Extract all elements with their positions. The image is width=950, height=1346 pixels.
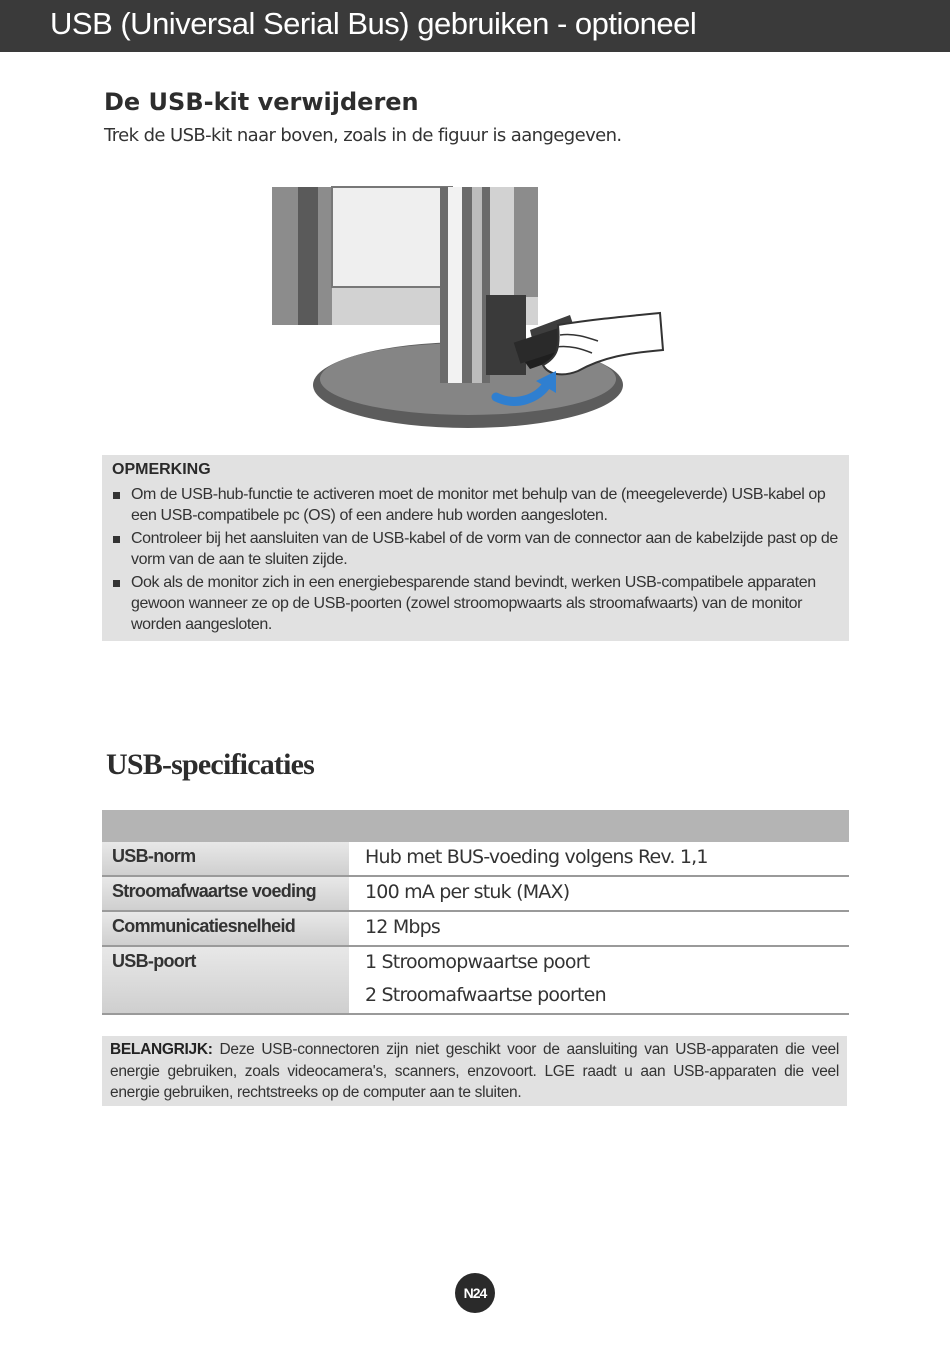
spec-values — [349, 842, 849, 875]
square-bullet-icon — [113, 492, 120, 499]
note-title: OPMERKING — [112, 461, 211, 478]
spec-label: USB-norm — [102, 842, 349, 875]
spec-row — [102, 842, 849, 877]
spec-label: USB-poort — [102, 947, 349, 1013]
spec-table-header — [102, 810, 849, 842]
note-item-text: Ook als de monitor zich in een energiebesparende stand bevindt, werken USB-compatibele apparaten gewoon wanneer ze op de USB-poorten (zowel stroomopwaarts als stroomafwaarts) van de monitor worden aangesloten. — [131, 574, 816, 633]
spec-value: 12 Mbps — [365, 916, 441, 938]
section-title-remove-usb-kit: De USB-kit verwijderen — [104, 88, 419, 116]
spec-label: Communicatiesnelheid — [102, 912, 349, 945]
spec-values — [349, 947, 849, 1013]
note-item — [112, 484, 849, 526]
spec-value: 1 Stroomopwaartse poort — [365, 951, 590, 973]
note-item — [112, 528, 849, 570]
remove-instruction: Trek de USB-kit naar boven, zoals in de figuur is aangegeven. — [104, 125, 622, 146]
spec-row — [102, 947, 849, 1015]
note-list — [112, 484, 849, 637]
important-label: BELANGRIJK: — [110, 1041, 213, 1058]
important-notice — [102, 1036, 847, 1106]
usb-spec-table — [102, 810, 849, 1015]
note-box — [102, 455, 849, 641]
spec-label: Stroomafwaartse voeding — [102, 877, 349, 910]
spec-value: 2 Stroomafwaartse poorten — [365, 984, 606, 1006]
header-title: USB (Universal Serial Bus) gebruiken - optioneel — [50, 6, 697, 41]
section-title-usb-specs: USB-specificaties — [106, 748, 315, 781]
spec-values — [349, 912, 849, 945]
page-header — [0, 0, 950, 52]
important-text: Deze USB-connectoren zijn niet geschikt voor de aansluiting van USB-apparaten die veel energie gebruiken, zoals videocamera's, scanners, enzovoort. LGE raadt u aan USB-apparaten die veel energie gebruiken, rechtstreeks op de computer aan te sluiten. — [110, 1041, 839, 1101]
page-number-badge: N24 — [455, 1273, 495, 1313]
spec-values — [349, 877, 849, 910]
spec-row — [102, 912, 849, 947]
usb-kit-removal-illustration — [258, 185, 668, 435]
note-item — [112, 572, 849, 635]
square-bullet-icon — [113, 536, 120, 543]
note-item-text: Controleer bij het aansluiten van de USB-kabel of de vorm van de connector aan de kabelzijde past op de vorm van de aan te sluiten zijde. — [131, 530, 838, 568]
spec-row — [102, 877, 849, 912]
spec-value: 100 mA per stuk (MAX) — [365, 881, 570, 903]
spec-value: Hub met BUS-voeding volgens Rev. 1,1 — [365, 846, 708, 868]
note-item-text: Om de USB-hub-functie te activeren moet de monitor met behulp van de (meegeleverde) USB-kabel op een USB-compatibele pc (OS) of een andere hub worden aangesloten. — [131, 486, 826, 524]
square-bullet-icon — [113, 580, 120, 587]
